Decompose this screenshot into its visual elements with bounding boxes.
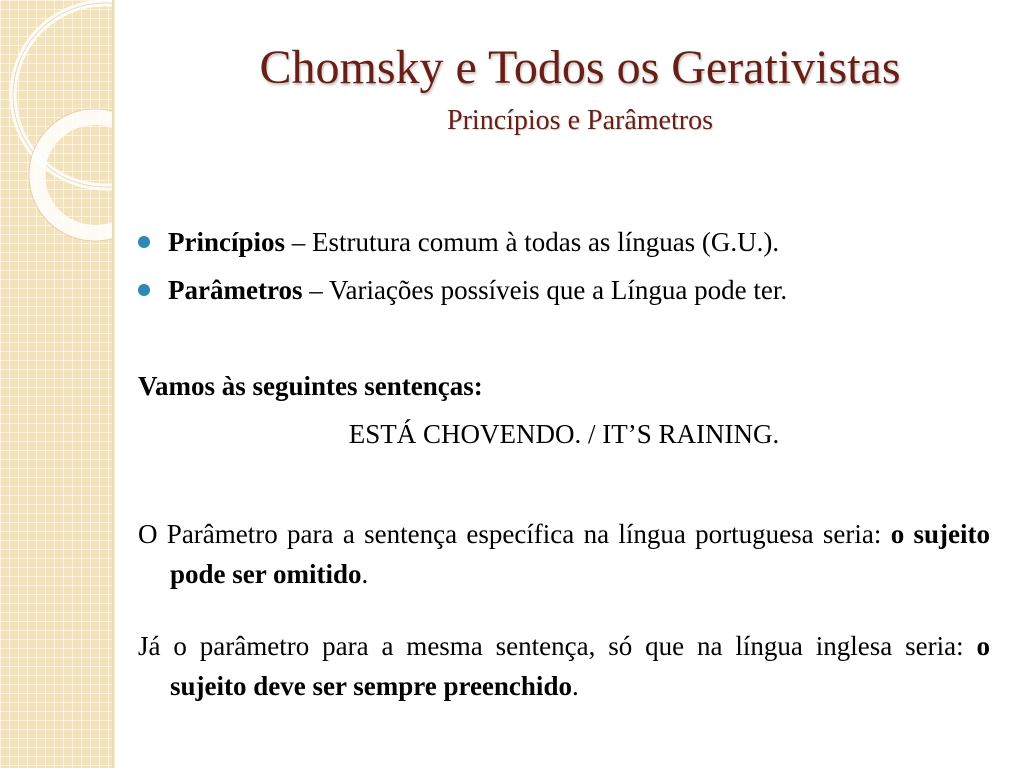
bullet-text: – Variações possíveis que a Língua pode ter. [302, 275, 788, 305]
paragraph-portuguese [138, 514, 990, 594]
decorative-sidebar [0, 0, 112, 768]
decorative-rings [0, 0, 112, 768]
example-sentence: ESTÁ CHOVENDO. / IT’S RAINING. [348, 419, 780, 449]
bullet-list [138, 218, 998, 314]
lead-text: Vamos às seguintes sentenças: [138, 371, 483, 401]
paragraph-end: . [361, 559, 369, 589]
sidebar-divider [112, 0, 115, 768]
paragraph-emphasis: o sujeito deve ser sempre preenchido [170, 631, 990, 701]
paragraph-end: . [571, 671, 579, 701]
bullet-dot-icon [138, 284, 150, 296]
paragraph-emphasis: o sujeito pode ser omitido [170, 519, 990, 589]
paragraph-english [138, 626, 990, 706]
bullet-term: Parâmetros [168, 275, 303, 305]
slide-subtitle: Princípios e Parâmetros [447, 105, 713, 136]
paragraph-text: Já o parâmetro para a mesma sentença, só que na língua inglesa seria: [138, 631, 977, 661]
bullet-dot-icon [138, 236, 150, 248]
paragraph-text: O Parâmetro para a sentença específica na língua portuguesa seria: [138, 519, 891, 549]
slide-title: Chomsky e Todos os Gerativistas [259, 41, 901, 94]
bullet-item-parametros [138, 266, 998, 314]
bullet-text: – Estrutura comum à todas as línguas (G.U.). [285, 227, 780, 257]
bullet-item-principios [138, 218, 998, 266]
bullet-term: Princípios [168, 227, 286, 257]
